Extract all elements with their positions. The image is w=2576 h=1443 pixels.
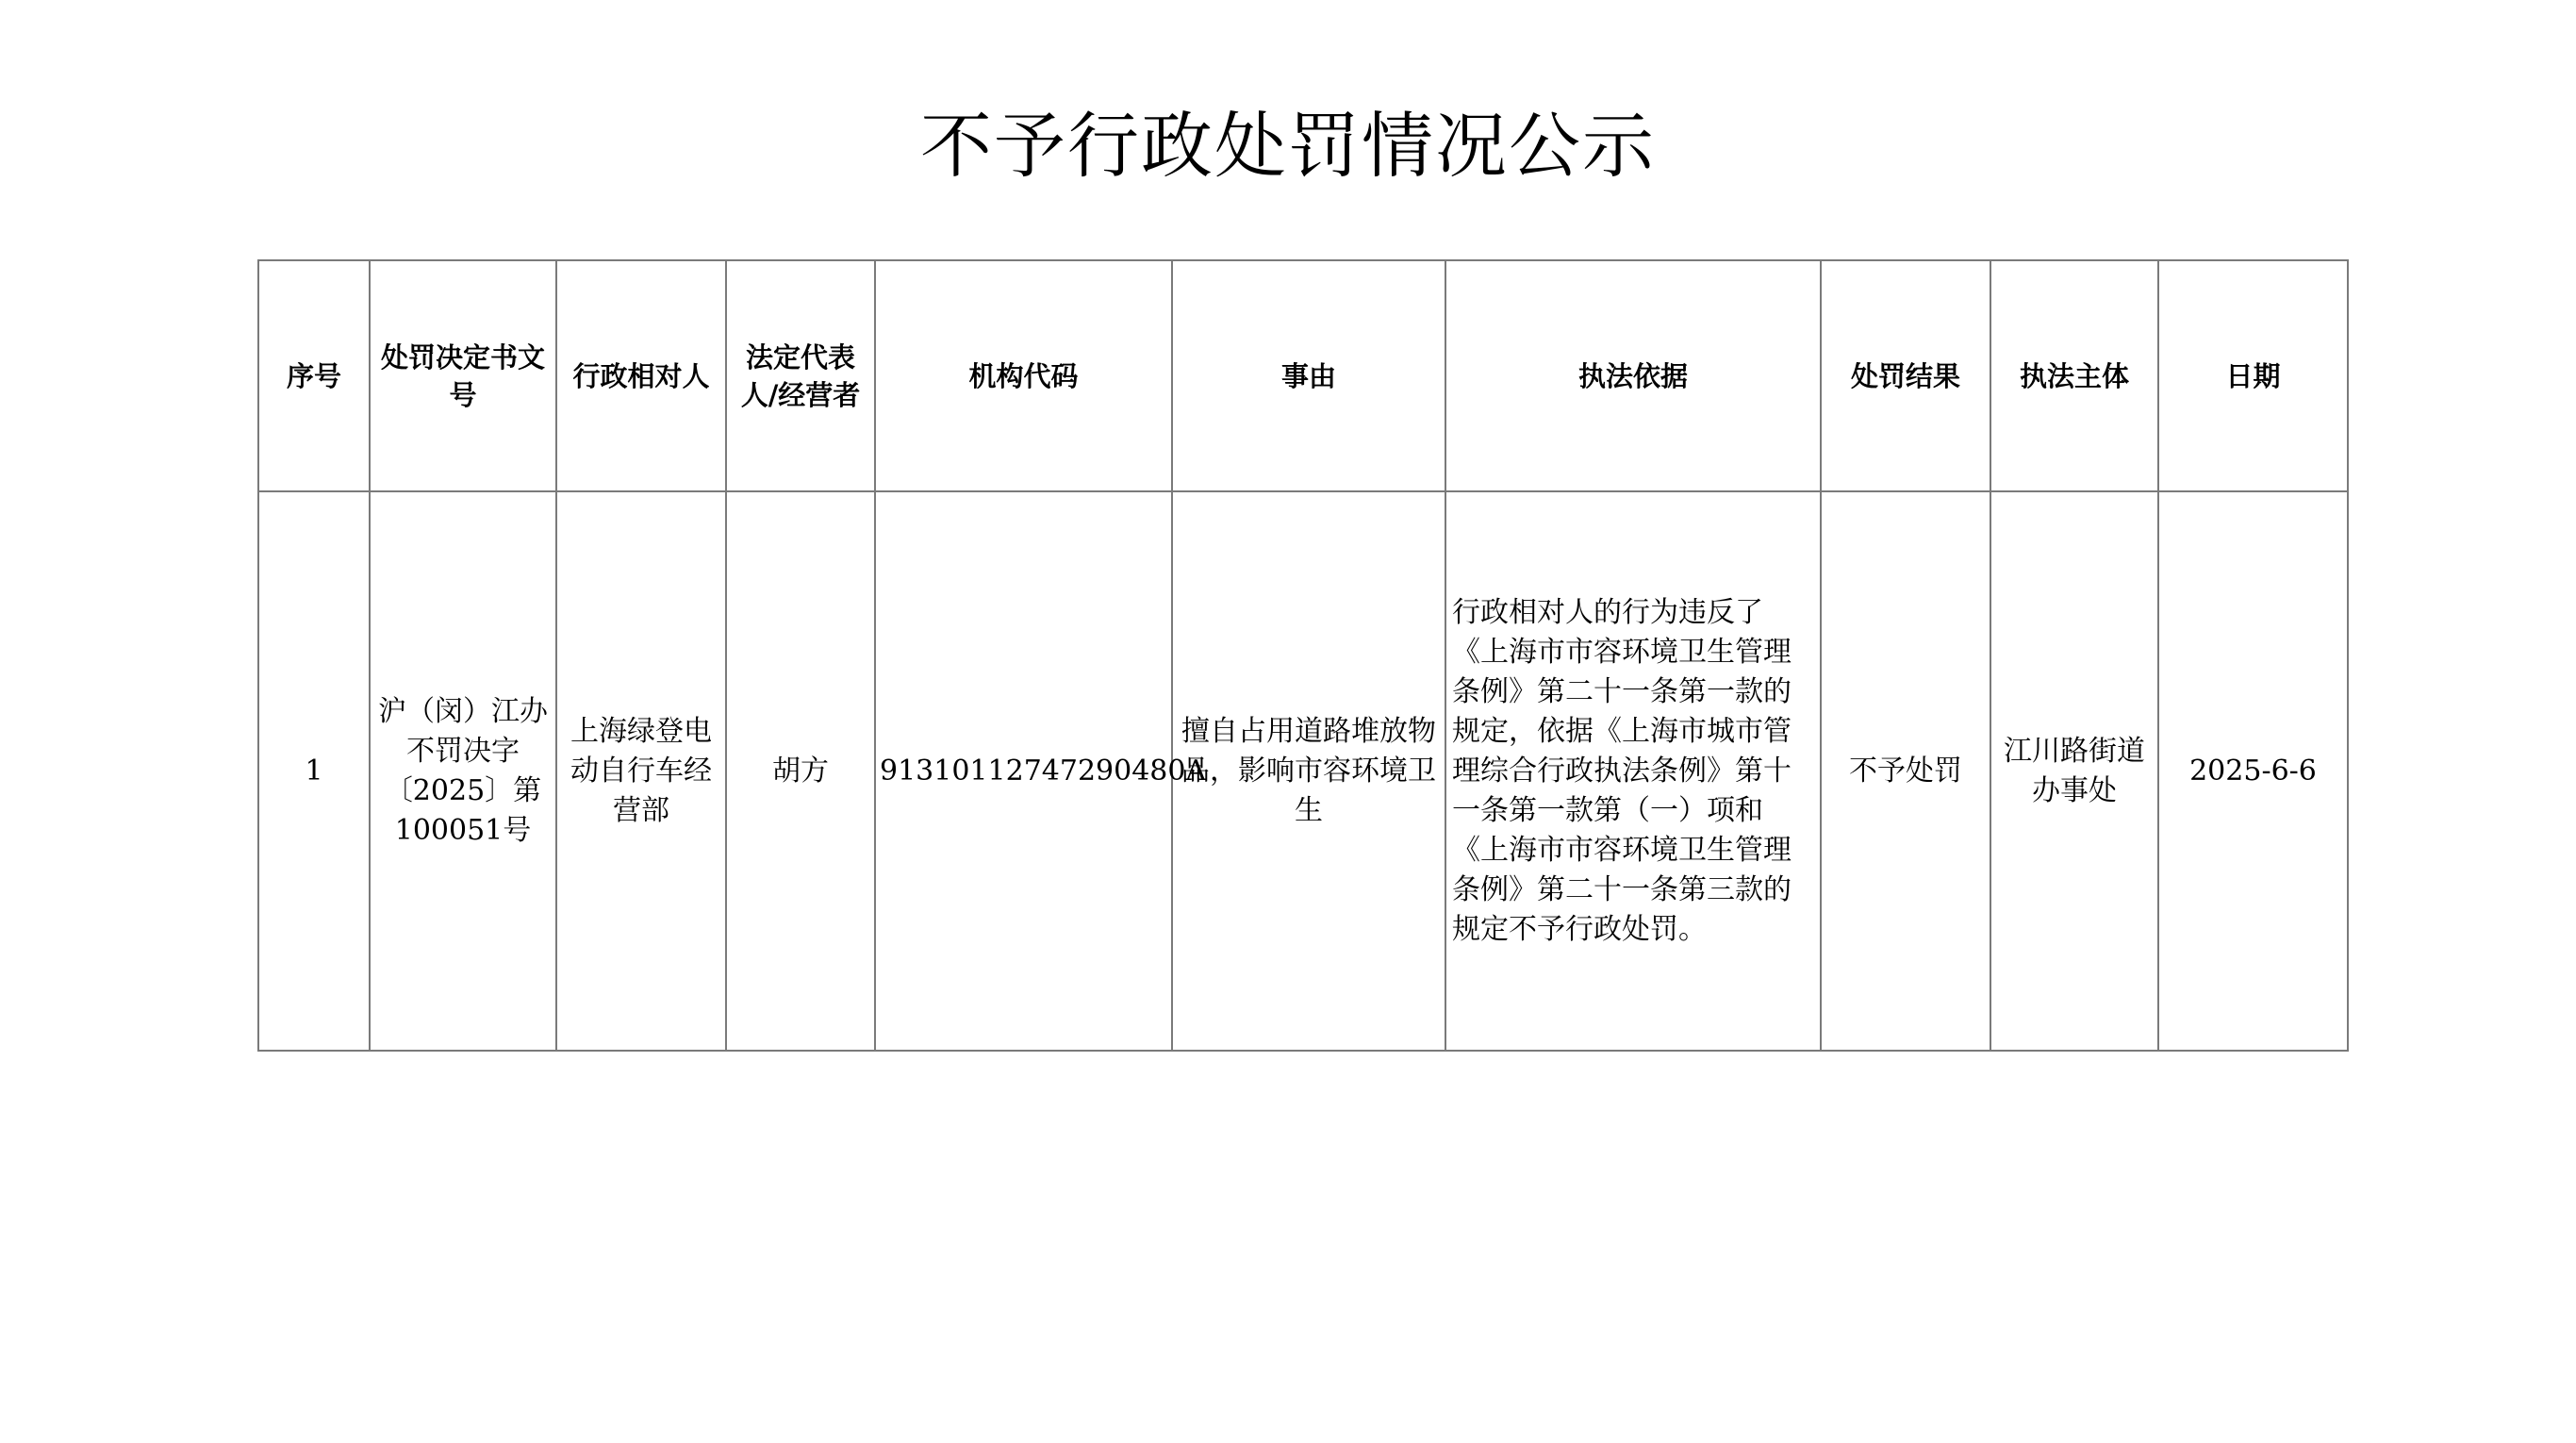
header-date: 日期 [2158, 260, 2348, 491]
cell-result: 不予处罚 [1821, 491, 1990, 1051]
header-seq: 序号 [258, 260, 370, 491]
header-result: 处罚结果 [1821, 260, 1990, 491]
cell-doc-no: 沪（闵）江办不罚决字〔2025〕第100051号 [370, 491, 556, 1051]
header-basis: 执法依据 [1445, 260, 1821, 491]
cell-org-code: 91310112747290480A [875, 491, 1172, 1051]
cell-seq: 1 [258, 491, 370, 1051]
table-row [258, 491, 2348, 1051]
penalty-table [257, 259, 2349, 1052]
cell-date: 2025-6-6 [2158, 491, 2348, 1051]
table-header-row [258, 260, 2348, 491]
cell-basis: 行政相对人的行为违反了《上海市市容环境卫生管理条例》第二十一条第一款的规定，依据《上海市城市管理综合行政执法条例》第十一条第一款第（一）项和《上海市市容环境卫生管理条例》第二十一条第三款的规定不予行政处罚。 [1445, 491, 1821, 1051]
cell-reason: 擅自占用道路堆放物品，影响市容环境卫生 [1172, 491, 1445, 1051]
header-reason: 事由 [1172, 260, 1445, 491]
cell-authority: 江川路街道办事处 [1990, 491, 2158, 1051]
page-title: 不予行政处罚情况公示 [920, 104, 1656, 188]
header-org-code: 机构代码 [875, 260, 1172, 491]
header-legal-rep: 法定代表人/经营者 [726, 260, 875, 491]
header-doc-no: 处罚决定书文号 [370, 260, 556, 491]
cell-legal-rep: 胡方 [726, 491, 875, 1051]
header-authority: 执法主体 [1990, 260, 2158, 491]
cell-party: 上海绿登电动自行车经营部 [556, 491, 726, 1051]
header-party: 行政相对人 [556, 260, 726, 491]
